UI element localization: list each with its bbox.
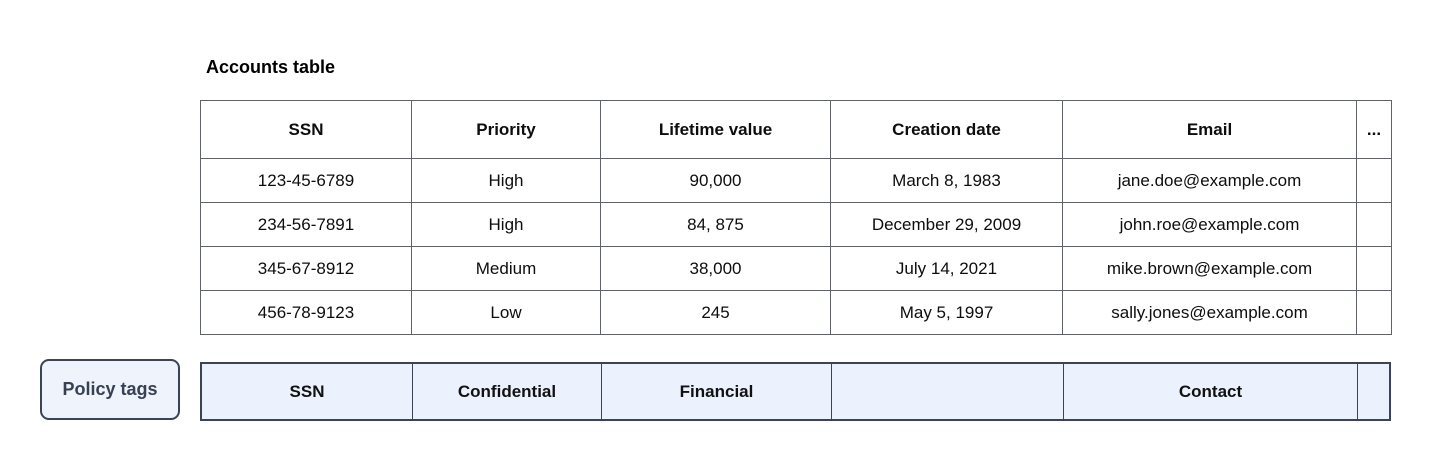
policy-tag-contact: Contact — [1064, 364, 1358, 419]
cell-more — [1357, 291, 1392, 335]
cell-more — [1357, 203, 1392, 247]
header-email: Email — [1063, 101, 1357, 159]
cell-lifetime-value: 245 — [601, 291, 831, 335]
header-priority: Priority — [412, 101, 601, 159]
cell-email: jane.doe@example.com — [1063, 159, 1357, 203]
accounts-table — [200, 100, 1392, 335]
cell-ssn: 234-56-7891 — [201, 203, 412, 247]
cell-lifetime-value: 84, 875 — [601, 203, 831, 247]
policy-tag-financial: Financial — [602, 364, 832, 419]
cell-creation-date: March 8, 1983 — [831, 159, 1063, 203]
cell-priority: High — [412, 203, 601, 247]
table-row — [201, 159, 1392, 203]
policy-tag-ssn: SSN — [202, 364, 413, 419]
header-row — [201, 101, 1392, 159]
cell-lifetime-value: 90,000 — [601, 159, 831, 203]
cell-priority: Low — [412, 291, 601, 335]
header-creation-date: Creation date — [831, 101, 1063, 159]
table-row — [201, 247, 1392, 291]
header-lifetime-value: Lifetime value — [601, 101, 831, 159]
cell-email: john.roe@example.com — [1063, 203, 1357, 247]
cell-more — [1357, 159, 1392, 203]
cell-email: mike.brown@example.com — [1063, 247, 1357, 291]
cell-creation-date: December 29, 2009 — [831, 203, 1063, 247]
cell-email: sally.jones@example.com — [1063, 291, 1357, 335]
cell-more — [1357, 247, 1392, 291]
table-row — [201, 203, 1392, 247]
table-title: Accounts table — [206, 57, 336, 77]
policy-tag-empty — [832, 364, 1064, 419]
policy-tags-button-label: Policy tags — [62, 379, 158, 399]
cell-lifetime-value: 38,000 — [601, 247, 831, 291]
policy-tag-empty-more — [1358, 364, 1389, 419]
cell-creation-date: May 5, 1997 — [831, 291, 1063, 335]
policy-tags-row — [200, 362, 1391, 421]
cell-priority: Medium — [412, 247, 601, 291]
policy-tag-confidential: Confidential — [413, 364, 602, 419]
cell-ssn: 123-45-6789 — [201, 159, 412, 203]
policy-tags-button[interactable] — [40, 359, 180, 420]
cell-ssn: 345-67-8912 — [201, 247, 412, 291]
cell-ssn: 456-78-9123 — [201, 291, 412, 335]
header-more-columns: ... — [1357, 101, 1392, 159]
table-row — [201, 291, 1392, 335]
cell-creation-date: July 14, 2021 — [831, 247, 1063, 291]
header-ssn: SSN — [201, 101, 412, 159]
cell-priority: High — [412, 159, 601, 203]
